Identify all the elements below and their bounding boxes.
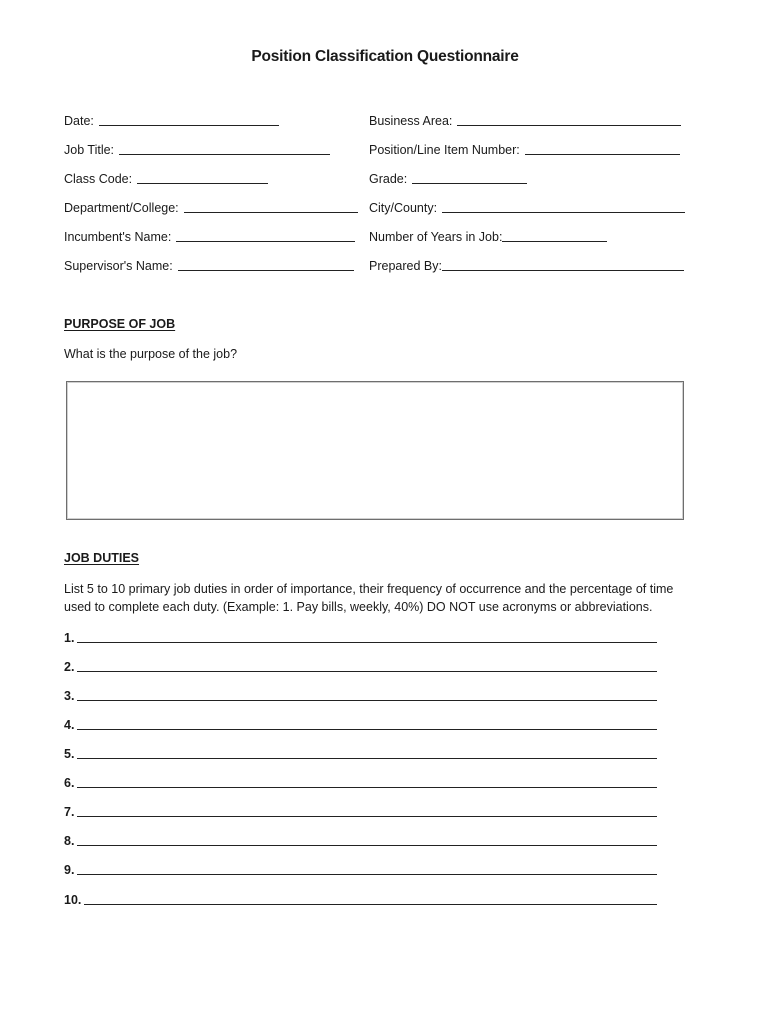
city-county-field[interactable] — [369, 197, 685, 215]
grade-input-line[interactable] — [412, 183, 527, 184]
duty-number: 5. — [64, 747, 75, 761]
duty-input-line[interactable] — [77, 700, 657, 701]
duty-input-line[interactable] — [77, 671, 657, 672]
years-in-job-field[interactable] — [369, 226, 607, 244]
purpose-answer-box[interactable] — [66, 381, 684, 520]
supervisor-name-label: Supervisor's Name: — [64, 259, 173, 273]
duty-number: 10. — [64, 893, 82, 907]
incumbent-name-field[interactable] — [64, 226, 355, 244]
department-college-label: Department/College: — [64, 201, 179, 215]
position-line-item-field[interactable] — [369, 139, 680, 157]
incumbent-name-input-line[interactable] — [176, 241, 355, 242]
duty-input-line[interactable] — [77, 874, 657, 875]
duty-input-line[interactable] — [77, 845, 657, 846]
business-area-field[interactable] — [369, 110, 681, 128]
duty-number: 4. — [64, 718, 75, 732]
date-field[interactable] — [64, 110, 279, 128]
prepared-by-input-line[interactable] — [442, 270, 684, 271]
duty-input-line[interactable] — [77, 642, 657, 643]
class-code-label: Class Code: — [64, 172, 133, 186]
department-college-input-line[interactable] — [184, 212, 358, 213]
grade-field[interactable] — [369, 168, 527, 186]
prepared-by-label: Prepared By: — [369, 259, 442, 273]
position-line-item-label: Position/Line Item Number: — [369, 143, 520, 157]
duties-heading: JOB DUTIES — [64, 551, 140, 565]
duty-row[interactable] — [64, 656, 657, 674]
job-title-input-line[interactable] — [119, 154, 330, 155]
date-input-line[interactable] — [99, 125, 279, 126]
incumbent-name-label: Incumbent's Name: — [64, 230, 172, 244]
business-area-input-line[interactable] — [457, 125, 681, 126]
duty-input-line[interactable] — [84, 904, 657, 905]
supervisor-name-field[interactable] — [64, 255, 354, 273]
duty-input-line[interactable] — [77, 787, 657, 788]
duty-number: 3. — [64, 689, 75, 703]
date-label: Date: — [64, 114, 94, 128]
class-code-input-line[interactable] — [137, 183, 268, 184]
duty-number: 9. — [64, 863, 75, 877]
duty-row[interactable] — [64, 627, 657, 645]
department-college-field[interactable] — [64, 197, 358, 215]
page-title: Position Classification Questionnaire — [251, 48, 519, 65]
duty-row[interactable] — [64, 889, 657, 907]
city-county-input-line[interactable] — [442, 212, 685, 213]
class-code-field[interactable] — [64, 168, 268, 186]
duty-number: 8. — [64, 834, 75, 848]
duty-number: 1. — [64, 631, 75, 645]
duty-input-line[interactable] — [77, 816, 657, 817]
duty-row[interactable] — [64, 859, 657, 877]
purpose-heading: PURPOSE OF JOB — [64, 317, 176, 331]
duty-input-line[interactable] — [77, 729, 657, 730]
supervisor-name-input-line[interactable] — [178, 270, 354, 271]
duty-row[interactable] — [64, 801, 657, 819]
duty-row[interactable] — [64, 743, 657, 761]
duties-instructions-line-2: used to complete each duty. (Example: 1. Pay bills, weekly, 40%) DO NOT use acronyms or abbreviations. — [64, 600, 653, 614]
prepared-by-field[interactable] — [369, 255, 684, 273]
duties-instructions-line-1: List 5 to 10 primary job duties in order of importance, their frequency of occurrence and the percentage of time — [64, 582, 674, 596]
duty-number: 2. — [64, 660, 75, 674]
duty-row[interactable] — [64, 772, 657, 790]
city-county-label: City/County: — [369, 201, 438, 215]
duty-number: 6. — [64, 776, 75, 790]
duty-row[interactable] — [64, 714, 657, 732]
duty-row[interactable] — [64, 830, 657, 848]
duty-row[interactable] — [64, 685, 657, 703]
job-title-field[interactable] — [64, 139, 330, 157]
years-in-job-label: Number of Years in Job: — [369, 230, 503, 244]
job-title-label: Job Title: — [64, 143, 115, 157]
position-line-item-input-line[interactable] — [525, 154, 680, 155]
duty-number: 7. — [64, 805, 75, 819]
grade-label: Grade: — [369, 172, 408, 186]
purpose-question: What is the purpose of the job? — [64, 347, 238, 361]
years-in-job-input-line[interactable] — [502, 241, 607, 242]
duty-input-line[interactable] — [77, 758, 657, 759]
business-area-label: Business Area: — [369, 114, 453, 128]
